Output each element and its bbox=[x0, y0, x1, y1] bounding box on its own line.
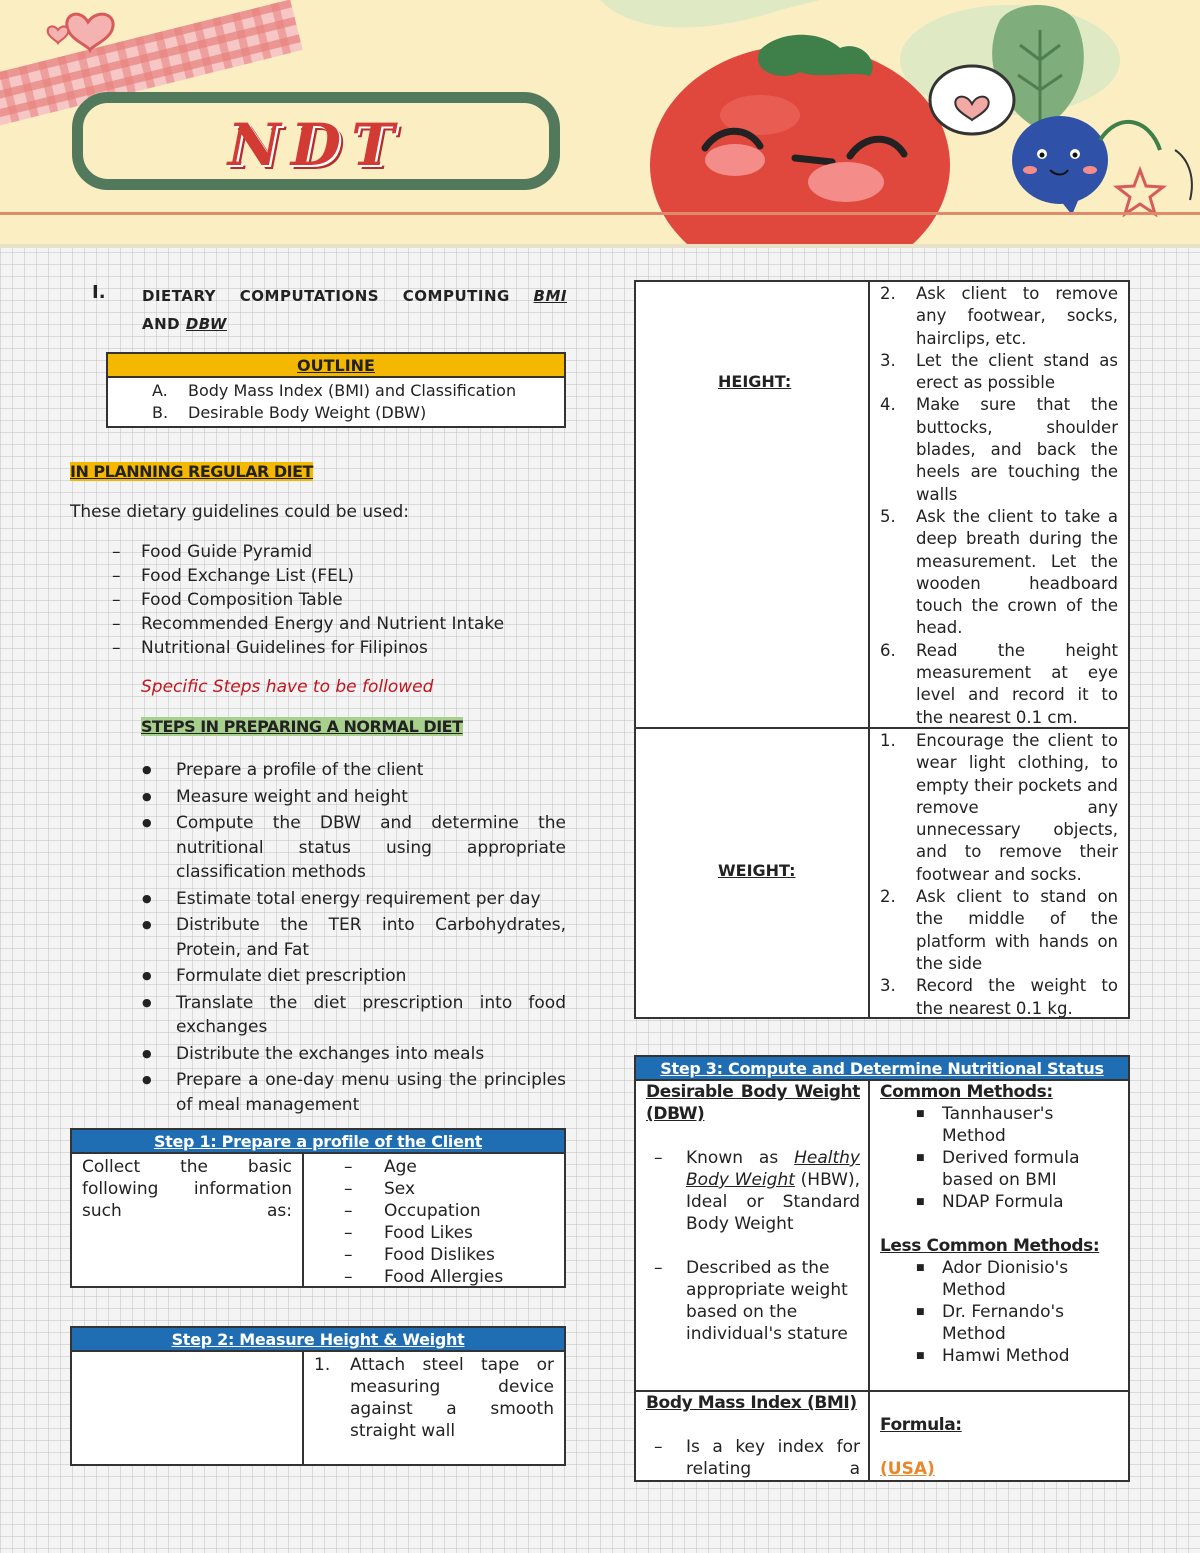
small-heart-icon bbox=[48, 26, 69, 43]
list-item: – Food Dislikes bbox=[344, 1244, 554, 1266]
list-item: ● Estimate total energy requirement per day bbox=[142, 887, 566, 912]
weight-steps bbox=[870, 729, 1128, 1017]
outline-item: A. Body Mass Index (BMI) and Classification bbox=[152, 381, 517, 400]
methods-cell bbox=[870, 1081, 1128, 1390]
list-item: ● Prepare a profile of the client bbox=[142, 758, 566, 783]
list-item: – Age bbox=[344, 1156, 554, 1178]
list-item: – Food Composition Table bbox=[112, 588, 572, 612]
dbw-cell bbox=[636, 1081, 870, 1390]
banner-bottom-edge bbox=[0, 244, 1200, 248]
heart-icon bbox=[67, 14, 113, 50]
usa-label: (USA) bbox=[880, 1459, 935, 1479]
list-item: – Food Guide Pyramid bbox=[112, 540, 572, 564]
table-row bbox=[72, 1154, 564, 1286]
step1-table bbox=[70, 1128, 566, 1288]
step2-title: Step 2: Measure Height & Weight bbox=[72, 1328, 564, 1352]
logo-box bbox=[72, 92, 560, 190]
weight-label-cell bbox=[636, 729, 870, 1017]
bmi-row bbox=[636, 1392, 1128, 1480]
banner-divider bbox=[0, 212, 1200, 215]
list-item: ● Distribute the TER into Carbohydrates, Protein, and Fat bbox=[142, 913, 566, 962]
step3-table bbox=[634, 1055, 1130, 1482]
common-methods-heading: Common Methods: bbox=[880, 1082, 1053, 1102]
list-item: – Food Allergies bbox=[344, 1266, 554, 1288]
star-icon bbox=[1117, 170, 1163, 214]
height-row bbox=[636, 282, 1128, 729]
speech-bubble-heart bbox=[930, 66, 1014, 134]
list-item: 2. Ask client to stand on the middle of the platform with hands on the side bbox=[880, 887, 1118, 973]
guidelines-list bbox=[112, 540, 572, 660]
list-item: ■ NDAP Formula bbox=[880, 1191, 1118, 1213]
bmi-cell bbox=[636, 1392, 870, 1480]
outline-header: OUTLINE bbox=[107, 353, 565, 377]
list-item: ● Measure weight and height bbox=[142, 785, 566, 810]
list-item: ● Translate the diet prescription into food exchanges bbox=[142, 991, 566, 1040]
list-item: ■ Ador Dionisio's Method bbox=[880, 1257, 1118, 1301]
step1-left-text: Collect the basic following information such as: bbox=[72, 1154, 304, 1286]
height-steps bbox=[870, 282, 1128, 727]
list-item: – Nutritional Guidelines for Filipinos bbox=[112, 636, 572, 660]
step2-table bbox=[70, 1326, 566, 1466]
dbw-heading: Desirable Body Weight (DBW) bbox=[646, 1082, 860, 1124]
height-weight-table bbox=[634, 280, 1130, 1019]
logo-text: NDT bbox=[227, 111, 405, 179]
weight-label: WEIGHT: bbox=[718, 861, 796, 880]
dbw-row bbox=[636, 1081, 1128, 1392]
step2-left-cell bbox=[72, 1352, 304, 1464]
section-title-line1: DIETARY COMPUTATIONS COMPUTING BMI bbox=[142, 287, 567, 305]
list-item: 2. Ask client to remove any footwear, socks, hairclips, etc. bbox=[880, 284, 1118, 348]
list-item: ■ Tannhauser's Method bbox=[880, 1103, 1118, 1147]
list-item: ■ Hamwi Method bbox=[880, 1345, 1118, 1367]
list-item: – Food Likes bbox=[344, 1222, 554, 1244]
list-item: – Recommended Energy and Nutrient Intake bbox=[112, 612, 572, 636]
list-item: – Food Exchange List (FEL) bbox=[112, 564, 572, 588]
step3-title: Step 3: Compute and Determine Nutritional Status bbox=[636, 1057, 1128, 1081]
list-item: 6. Read the height measurement at eye level and record it to the nearest 0.1 cm. bbox=[880, 640, 1118, 727]
list-item: 4. Make sure that the buttocks, shoulder blades, and back the heels are touching the walls bbox=[880, 395, 1118, 504]
list-item: 5. Ask the client to take a deep breath during the measurement. Let the wooden headboard touch the crown of the head. bbox=[880, 506, 1118, 638]
step2-items bbox=[304, 1352, 564, 1464]
radish-illustration bbox=[1012, 116, 1160, 215]
list-item: 3. Record the weight to the nearest 0.1 kg. bbox=[880, 976, 1118, 1018]
weight-row bbox=[636, 729, 1128, 1017]
table-row bbox=[72, 1352, 564, 1464]
outline-item: B. Desirable Body Weight (DBW) bbox=[152, 403, 427, 422]
list-item: 3. Let the client stand as erect as possible bbox=[880, 350, 1118, 393]
steps-list bbox=[142, 758, 566, 1119]
less-common-methods-heading: Less Common Methods: bbox=[880, 1236, 1100, 1256]
planning-intro: These dietary guidelines could be used: bbox=[70, 502, 410, 522]
header-banner bbox=[0, 0, 1200, 248]
list-item: – Known as Healthy Body Weight (HBW), Ideal or Standard Body Weight bbox=[646, 1147, 860, 1235]
outline-body bbox=[107, 377, 565, 427]
formula-heading: Formula: bbox=[880, 1415, 962, 1435]
list-item: ● Compute the DBW and determine the nutritional status using appropriate classification methods bbox=[142, 811, 566, 885]
list-item: ■ Dr. Fernando's Method bbox=[880, 1301, 1118, 1345]
formula-cell bbox=[870, 1392, 1128, 1480]
list-item: ● Formulate diet prescription bbox=[142, 964, 566, 989]
list-item: – Described as the appropriate weight based on the individual's stature bbox=[646, 1257, 860, 1345]
list-item: 1. Attach steel tape or measuring device against a smooth straight wall bbox=[314, 1355, 554, 1441]
bmi-heading: Body Mass Index (BMI) bbox=[646, 1393, 857, 1413]
step1-items bbox=[304, 1154, 564, 1286]
section-title-line2: AND DBW bbox=[142, 315, 227, 333]
section-number: I. bbox=[92, 282, 106, 303]
list-item: ● Distribute the exchanges into meals bbox=[142, 1042, 566, 1067]
list-item: ■ Derived formula based on BMI bbox=[880, 1147, 1118, 1191]
step1-title: Step 1: Prepare a profile of the Client bbox=[72, 1130, 564, 1154]
specific-steps-note: Specific Steps have to be followed bbox=[141, 677, 434, 697]
height-label-cell bbox=[636, 282, 870, 727]
list-item: ● Prepare a one-day menu using the principles of meal management bbox=[142, 1068, 566, 1117]
planning-heading: IN PLANNING REGULAR DIET bbox=[70, 462, 313, 481]
height-label: HEIGHT: bbox=[718, 372, 792, 391]
list-item: – Occupation bbox=[344, 1200, 554, 1222]
list-item: – Sex bbox=[344, 1178, 554, 1200]
steps-heading: STEPS IN PREPARING A NORMAL DIET bbox=[141, 717, 463, 736]
list-item: 1. Encourage the client to wear light clothing, to empty their pockets and remove any unnecessary objects, and to remove their footwear and socks. bbox=[880, 731, 1118, 884]
outline-table bbox=[106, 352, 566, 428]
list-item: – Is a key index for relating a bbox=[646, 1436, 860, 1480]
